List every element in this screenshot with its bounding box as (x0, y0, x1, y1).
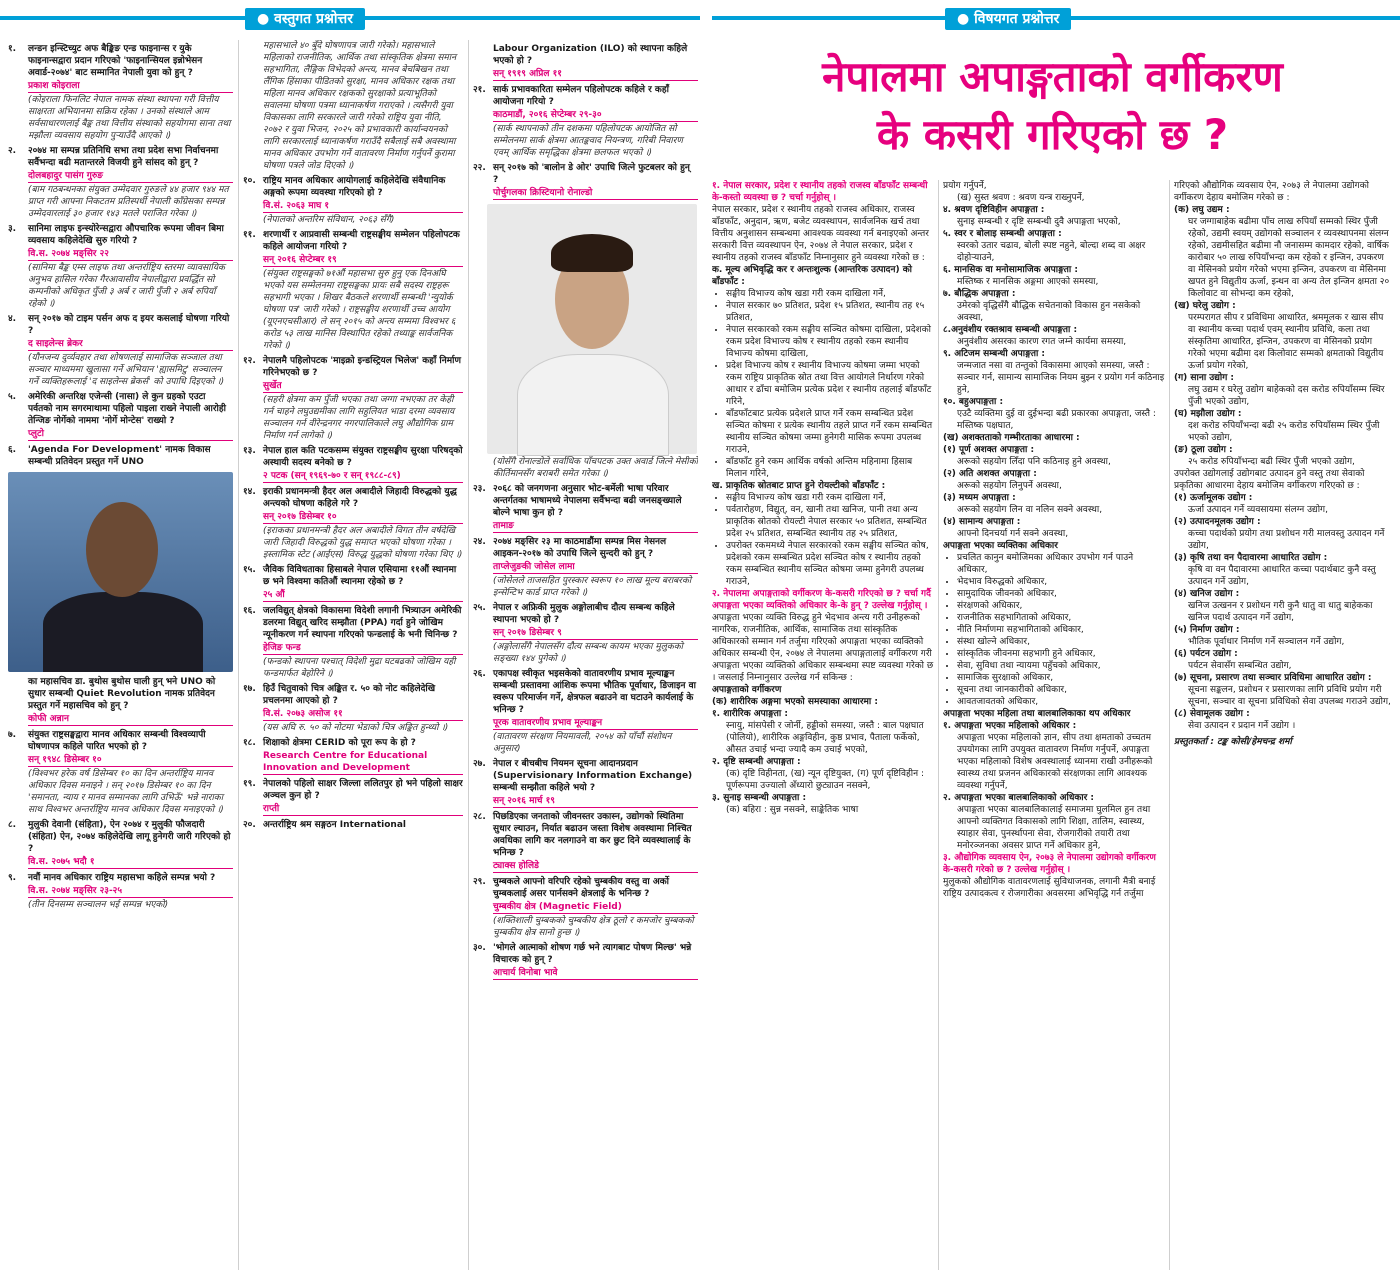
question-number: १०. (243, 176, 256, 186)
answer-text: ताप्लेजुङकी जोसेल लामा (493, 561, 698, 574)
answer-note: (शक्तिशाली चुम्बकको चुम्बकीय क्षेत्र ठूलो र कमजोर चुम्बकको चुम्बकीय क्षेत्र सानो हुन्छ ।) (493, 916, 694, 938)
definition-list (943, 204, 1165, 432)
question-text: इराकी प्रधानमन्त्री हैदर अल अबादीले जिहादी विरुद्धको युद्ध अन्त्यको घोषणा कहिले गरे ? (263, 487, 457, 509)
question (8, 43, 233, 79)
definition-text: पर्यटन सेवासँग सम्बन्धित उद्योग, (1188, 661, 1292, 671)
question-number: ११. (243, 230, 256, 240)
question-text: नेपालमै पहिलोपटक 'माइक्रो इन्डस्ट्रियल भिलेज' कहाँ निर्माण गरिनेभएको छ ? (263, 356, 461, 378)
definition-text: दश करोड रुपियाँभन्दा बढी २५ करोड रुपियाँसम्म स्थिर पुँजी भएको उद्योग, (1188, 421, 1380, 443)
subheading: ख. प्राकृतिक स्रोतबाट प्राप्त हुने रोयल्टीको बाँडफाँट : (712, 481, 886, 491)
qa-list (8, 43, 233, 468)
subheading: अपाङ्गताको वर्गीकरण (712, 685, 782, 695)
answer-note: (बाम गठबन्धनका संयुक्त उम्मेदवार गुरुङले ४४ हजार ९४४ मत प्राप्त गरी आफ्ना निकटतम प्रतिस्पर्धी नेपाली काँग्रेसका सम्पन्न उम्मेदवारलाई ३० हजार १४३ मतले पराजित गरेका ।) (28, 185, 229, 219)
question-text: सानिमा लाइफ इन्स्योरेन्सद्वारा औपचारिक रूपमा जीवन बिमा व्यवसाय कहिलेदेखि सुरु गरियो ? (28, 224, 224, 246)
answer-text: चुम्बकीय क्षेत्र (Magnetic Field) (493, 901, 698, 914)
answer-note: (विश्वभर हरेक वर्ष डिसेम्बर १० का दिन अन्तर्राष्ट्रिय मानव अधिकार दिवस मनाइने । सन् २०१७ डिसेम्बर १० का दिन 'समानता, न्याय र मानव सम्मानका लागि उभिऊँ' भन्ने नाराका साथ विश्वभर अन्तर्राष्ट्रिय मानव अधिकार दिवस मनाइएको ।) (28, 769, 224, 815)
bullet-list (943, 552, 1165, 708)
column-divider (468, 40, 469, 1270)
question-number: २. (8, 146, 17, 156)
answer-text: प्लुटो (28, 428, 233, 441)
answer-text: सन् १९४८ डिसेम्बर १० (28, 754, 233, 767)
definition-term: ४. श्रवण दृष्टिविहीन अपाङ्गता : (943, 205, 1045, 215)
bullet-item: • बाँडफाँटबाट प्रत्येक प्रदेशले प्राप्त गर्ने रकम सम्बन्धित प्रदेश सञ्चित कोषमा र प्रत्येक स्थानीय तहले प्राप्त गर्ने रकम सम्बन्धित स्थानीय सञ्चित कोषमा जम्मा हुनेगरी मासिक रूपमा उपलब्ध गराउने, (726, 408, 934, 456)
paragraph: अपाङ्गता भएका व्यक्ति विरुद्ध हुने भेदभाव अन्त्य गरी उनीहरूको नागरिक, राजनीतिक, आर्थिक, सामाजिक तथा सांस्कृतिक अधिकारको सम्मान गर्न तर्जुमा गरिएको अपाङ्गता भएका व्यक्तिको अधिकार सम्बन्धी ऐन, २०७४ ले नेपालमा अपाङ्गतालाई वर्गीकरण गरी अपाङ्गता भएका व्यक्तिको अधिकार सम्बन्धमा स्पष्ट व्यवस्था गरेको छ । जसलाई निम्नानुसार उल्लेख गर्न सकिन्छ : (712, 613, 934, 683)
answer-text: राप्ती (263, 803, 463, 816)
question (473, 811, 698, 859)
definition-item (943, 204, 1165, 228)
question-number: १६. (243, 606, 256, 616)
answer-text: तामाङ (493, 520, 698, 533)
qa-list (473, 483, 698, 980)
definition-text: लघु उद्यम र घरेलु उद्योग बाहेकको दस करोड रुपियाँसम्म स्थिर पुँजी भएको उद्योग, (1188, 385, 1385, 407)
answer-text: Research Centre for Educational Innovation and Development (263, 750, 463, 775)
question-number: १८. (243, 738, 256, 748)
definition-text: अनुवंशीय असरका कारण रगत जम्ने कार्यमा समस्या, (957, 337, 1127, 347)
question (8, 819, 233, 855)
question-number: ९. (8, 873, 17, 883)
question-text: अमेरिकी अन्तरिक्ष एजेन्सी (नासा) ले कुन ग्रहको एउटा पर्वतको नाम सगरमाथामा पहिलो पाइला राख्ने नेपाली आरोही तेन्जिङ नोर्गेको नाममा 'नोर्गे मोन्टेस' राख्यो ? (28, 392, 226, 426)
photo-kofi-annan (8, 472, 233, 672)
question-text: नेपालको पहिलो साक्षर जिल्ला ललितपुर हो भने पहिलो साक्षर अञ्चल कुन हो ? (263, 779, 463, 801)
question-text: २०६८ को जनगणना अनुसार भोट-बर्मेली भाषा परिवार अन्तर्गतका भाषामध्ये नेपालमा सर्वैभन्दा बढी जनसङ्ख्याले बोल्ने भाषा कुन हो ? (493, 484, 682, 518)
paragraph: उपरोक्त उद्योगलाई उद्योगबाट उत्पादन हुने वस्तु तथा सेवाको प्रकृतिका आधारमा देहाय बमोजिम वर्गीकरण गरिएको छ : (1174, 469, 1365, 491)
question-text: नवौं मानव अधिकार राष्ट्रिय महासभा कहिले सम्पन्न भयो ? (28, 873, 216, 883)
definition-text: अरूको सहयोग लिन वा नलिन सक्ने अवस्था, (957, 505, 1103, 515)
bullet-item: • नेपाल सरकार ७० प्रतिशत, प्रदेश १५ प्रतिशत, स्थानीय तह १५ प्रतिशत, (726, 300, 934, 324)
definition-item (943, 264, 1165, 288)
answer-text: दोलबहादुर पासंग गुरुङ (28, 170, 233, 183)
definition-item (1174, 552, 1392, 588)
definition-item (1174, 492, 1392, 516)
paragraph: प्रयोग गर्नुपर्ने, (943, 181, 987, 191)
definition-item (943, 516, 1165, 540)
bullet-item: • प्रचलित कानुन बमोजिमका अधिकार उपभोग गर्न पाउने अधिकार, (957, 552, 1165, 576)
bullet-item: • नीति निर्माणमा सहभागिताको अधिकार, (957, 624, 1165, 636)
definition-text: आफ्नो दिनचर्या गर्न सक्ने अवस्था, (957, 529, 1069, 539)
definition-list (1174, 204, 1392, 468)
definition-item (1174, 672, 1392, 708)
answer-note: (तीन दिनसम्म सञ्चालन भई सम्पन्न भएको) (28, 900, 169, 910)
question-text: २०७४ मा सम्पन्न प्रतिनिधि सभा तथा प्रदेश सभा निर्वाचनमा सर्वैभन्दा बढी मतान्तरले विजयी हुने सांसद को हुन् ? (28, 146, 219, 168)
definition-term: (२) उत्पादनमूलक उद्योग : (1174, 517, 1261, 527)
question-number: २२. (473, 163, 486, 173)
question-text: सार्क प्रभावकारिता सम्मेलन पहिलोपटक कहिले र कहाँ आयोजना गरियो ? (493, 85, 669, 107)
definition-term: (१) पूर्ण अशक्त अपाङ्गता : (943, 445, 1035, 455)
bullet-item: • सेवा, सुविधा तथा न्यायमा पहुँचको अधिकार, (957, 660, 1165, 672)
answer-note: (अङ्गोलासँगै नेपालसँग दौत्य सम्बन्ध कायम भएका मुलुकको सङ्ख्या १४४ पुगेको ।) (493, 642, 684, 664)
question-number: १. (8, 44, 17, 54)
question-number: १२. (243, 356, 256, 366)
question-number: २७. (473, 759, 486, 769)
definition-text: भौतिक पूर्वाधार निर्माण गर्ने सञ्चालन गर्ने उद्योग, (1188, 637, 1345, 647)
question-text: हिउँ चितुवाको चित्र अङ्कित र. ५० को नोट कहिलेदेखि प्रचलनमा आएको हो ? (263, 684, 436, 706)
question (8, 223, 233, 247)
definition-term: १. शारीरिक अपाङ्गता : (712, 709, 788, 719)
question-number: २६. (473, 669, 486, 679)
question-text: सन् २०१७ को टाइम पर्सन अफ द इयर कसलाई घोषणा गरियो ? (28, 314, 230, 336)
question-number: १४. (243, 487, 256, 497)
definition-item (1174, 372, 1392, 408)
definition-term: (४) खनिज उद्योग : (1174, 589, 1240, 599)
definition-item (943, 288, 1165, 324)
question (243, 778, 463, 802)
definition-text: सेवा उत्पादन र प्रदान गर्ने उद्योग । (1188, 721, 1296, 731)
answer-note: (सहरी क्षेत्रमा कम पुँजी भएका तथा जग्गा नभएका तर केही गर्न चाहने लघुउद्यमीका लागि सहुलियत भाडा दरमा व्यवसाय सञ्चालन गर्न वीरेन्द्रनगर नगरपालिकाले लघु औद्योगिक ग्राम निर्माण गर्न लागेको ।) (263, 395, 455, 441)
answer-note: (संयुक्त राष्ट्रसङ्घको ७१औं महासभा सुरु हुनु एक दिनअघि भएको यस सम्मेलनमा राष्ट्रसङ्घका प्रायः सबै सदस्य राष्ट्रहरू सहभागी भएका । शिखर बैठकले शरणार्थी सम्बन्धी 'न्युयोर्क घोषणा पत्र' जारी गरेको । राष्ट्रसङ्घीय शरणार्थी उच्च आयोग (यूएनएचसीआर) ले सन् २०१५ को अन्त्य सम्ममा विश्वभर ६ करोड ५३ लाख मानिस विस्थापित रहेको तथ्याङ्क सार्वजनिक गरेको ।) (263, 269, 456, 351)
question-text: चुम्बकले आफ्नो वरिपरि रहेको चुम्बकीय वस्तु वा अर्को चुम्बकलाई असर पार्नसक्ने क्षेत्रलाई के भनिन्छ ? (493, 877, 669, 899)
definition-item (712, 708, 934, 756)
question-number: १९. (243, 779, 256, 789)
question-text: का महासचिव डा. बुथोस बुथोस घाली हुन् भने UNO को सुधार सम्बन्धी Quiet Revolution नामक प्रतिवेदन प्रस्तुत गर्ने महासचिव को हुन् ? (28, 677, 216, 711)
answer-text: सुर्खेत (263, 380, 463, 393)
question-text: नेपाल र अफ्रिकी मुलुक अङ्गोलाबीच दौत्य सम्बन्ध कहिले स्थापना भएको हो ? (493, 603, 675, 625)
answer-note: (कोइराला फिनलिट नेपाल नामक संस्था स्थापना गरी वित्तीय साक्षरता अभियानमा सक्रिय रहेका । उनको संस्थाले आम सर्वसाधारणलाई बैङ्क तथा वित्तीय संस्थाको सहयोगमा साना तथा मझौला व्यवसाय सहयोग पुऱ्याउँदै आएको ।) (28, 95, 231, 141)
definition-term: (३) मध्यम अपाङ्गता : (943, 493, 1016, 503)
question-number: २९. (473, 877, 486, 887)
question (243, 355, 463, 379)
answer-note: (सानिमा बैङ्क एम्स लाइफ तथा अन्तर्राष्ट्रिय स्तरमा व्यावसायिक अनुभव हासिल गरेका गैरआवासीय नेपालीद्वारा प्रवर्द्धित सो कम्पनीको अधिकृत पुँजी ३ अर्ब र जारी पुँजी २ अर्ब रुपियाँ रहेको ।) (28, 263, 225, 309)
question-number: ४. (8, 314, 17, 324)
definition-term: १०. बहुअपाङ्गता : (943, 397, 1004, 407)
definition-text: स्वरको उतार चढाव, बोली स्पष्ट नहुने, बोल्दा शब्द वा अक्षर दोहोऱ्याउने, (957, 241, 1146, 263)
question (473, 758, 698, 794)
definition-text: एउटै व्यक्तिमा दुई वा दुईभन्दा बढी प्रकारका अपाङ्गता, जस्तै : मस्तिष्क पक्षघात, (957, 409, 1156, 431)
answer-text: २ पटक (सन् १९६९-७० र सन् १९८८-८९) (263, 470, 463, 483)
definition-text: ऊर्जा उत्पादन गर्ने व्यवसायमा संलग्न उद्योग, (1188, 505, 1328, 515)
definition-list (712, 708, 934, 816)
question-number: २०. (243, 820, 256, 830)
answer-text: द साइलेन्स ब्रेकर (28, 338, 233, 351)
question-number: ३०. (473, 943, 486, 953)
definition-term: ५. स्वर र बोलाइ सम्बन्धी अपाङ्गता : (943, 229, 1062, 239)
question (473, 942, 698, 966)
bullet-list (712, 288, 934, 480)
continued-note: महासभाले ४० बुँदे घोषणापत्र जारी गरेको। महासभाले महिलाको राजनीतिक, आर्थिक तथा सांस्कृतिक क्षेत्रमा समान सहभागिता, लैङ्गिक विभेदको अन्त्य, मानव बेचबिखन तथा लैंगिक हिंसाका पीडितको सुरक्षा, मानव अधिकार रक्षक तथा महिला मानव अधिकार रक्षकको सुरक्षाको प्रत्याभूतिको सवालमा घोषणा पत्रमा ध्यानाकर्षण गराएको । त्यसैगरी युवा विकासका लागि सरकारले जारी गरेको राष्ट्रिय युवा नीति, २०७२ र युवा भिजन, २०२५ को प्रभावकारी कार्यान्वयनको लागि सरकारलाई ध्यानाकर्षण गराउँदै सबैलाई सबै अवस्थामा मानव अधिकार उपभोग गर्ने वातावरण निर्माण गर्नुपर्ने कुरामा घोषणा पत्रले जोड दिएको ।) (263, 41, 457, 171)
definition-term: (२) अति अशक्त अपाङ्गता : (943, 469, 1037, 479)
paragraph: गरिएको औद्योगिक व्यवसाय ऐन, २०७३ ले नेपालमा उद्योगको वर्गीकरण देहाय बमोजिम गरेको छ : (1174, 181, 1369, 203)
question-text: सन् २०१७ को 'बालोन डे ओर' उपाधि जित्ने फुटबलर को हुन् ? (493, 163, 690, 185)
answer-text: हेजिङ फन्ड (263, 642, 463, 655)
answer-text: सन् २०१७ डिसेम्बर ९ (493, 627, 698, 640)
question (243, 737, 463, 749)
answer-text: पोर्चुगलका क्रिस्टियानो रोनाल्डो (493, 187, 698, 200)
question (8, 872, 233, 884)
question-number: २३. (473, 484, 486, 494)
byline: प्रस्तुतकर्ता : टङ्क कोसी/हेमचन्द्र शर्मा (1174, 737, 1292, 747)
subheading: २. अपाङ्गता भएका बालबालिकाको अधिकार : (943, 793, 1095, 803)
definition-term: (ग) साना उद्योग : (1174, 373, 1235, 383)
answer-note: (इराकका प्रधानमन्त्री हैदर अल अबादीले विगत तीन वर्षदेखि जारी जिहादी विरुद्धको युद्ध समाप्त भएको घोषणा गरेका । इस्लामिक स्टेट (आईएस) विरुद्ध युद्धको घोषणा गरेका थिए ।) (263, 526, 463, 560)
paragraph: मुलुकको औद्योगिक वातावरणलाई सुविधाजनक, लगानी मैत्री बनाई राष्ट्रिय उत्पादकत्व र रोजगारीका अवसरमा अभिवृद्धि गर्न तर्जुमा (943, 877, 1156, 899)
question-heading: २. नेपालमा अपाङ्गताको वर्गीकरण के-कसरी गरिएको छ ? चर्चा गर्दै अपाङ्गता भएका व्यक्तिको अधिकार के-के हुन् ? उल्लेख गर्नुहोस् । (712, 589, 931, 611)
question-text: २०७४ मङ्सिर २३ मा काठमाडौंमा सम्पन्न मिस नेसनल आइकन-२०१७ को उपाधि जित्ने सुन्दरी को हुन् ? (493, 537, 667, 559)
question-number: ५. (8, 392, 17, 402)
question-text: संयुक्त राष्ट्रसङ्घद्वारा मानव अधिकार सम्बन्धी विश्वव्यापी घोषणापत्र कहिले पारित भएको हो ? (28, 730, 206, 752)
definition-term: (३) कृषि तथा वन पैदावारमा आधारित उद्योग : (1174, 553, 1328, 563)
question-number: २८. (473, 812, 486, 822)
qa-list (473, 84, 698, 200)
bullet-item: • सूचना तथा जानकारीको अधिकार, (957, 684, 1165, 696)
definition-item (943, 348, 1165, 396)
bullet-item: • भेदभाव विरुद्धको अधिकार, (957, 576, 1165, 588)
answer-note: (जोसेलले ताजसहित पुरस्कार स्वरूप १० लाख मूल्य बराबरको इन्सेन्टिभ कार्ड प्राप्त गरेको ।) (493, 576, 692, 598)
answer-text: वि.सं. २०७३ असोज ११ (263, 708, 463, 721)
question (473, 483, 698, 519)
definition-text: कच्चा पदार्थको प्रयोग तथा प्रशोधन गरी मालवस्तु उत्पादन गर्ने उद्योग, (1188, 529, 1385, 551)
bullet-item: • आवतजावतको अधिकार, (957, 696, 1165, 708)
bullet-item: • नेपाल सरकारको रकम सङ्घीय सञ्चित कोषमा दाखिला, प्रदेशको रकम प्रदेश विभाज्य कोष र स्थानीय तहको रकम स्थानीय विभाज्य कोषमा दाखिला, (726, 324, 934, 360)
definition-item (712, 756, 934, 792)
definition-text: अरूको सहयोग लिँदा पनि कठिनाइ हुने अवस्था, (957, 457, 1111, 467)
question (473, 536, 698, 560)
question-number: १३. (243, 446, 256, 456)
bullet-item: • उपरोक्त रकममध्ये नेपाल सरकारको रकम सङ्घीय सञ्चित कोष, प्रदेशको रकम सम्बन्धित प्रदेश सञ्चित कोष र स्थानीय तहको रकम सम्बन्धित स्थानीय सञ्चित कोषमा जम्मा हुनेगरी उपलब्ध गराउने, (726, 540, 934, 588)
answer-text: सन् २०१७ डिसेम्बर १० (263, 511, 463, 524)
definition-term: ७. बौद्धिक अपाङ्गता : (943, 289, 1016, 299)
question (8, 729, 233, 753)
qa-column-2 (243, 40, 463, 1270)
answer-note: (फन्डको स्थापना पश्चात् विदेशी मुद्रा घटबढको जोखिम यही फन्डमार्फत बेहोरिने ।) (263, 657, 456, 679)
question (473, 602, 698, 626)
question-text: नेपाल र बीचबीच नियमन सूचना आदानप्रदान (Supervisionary Information Exchange) सम्बन्धी सम्झौता कहिले भयो ? (493, 759, 693, 793)
question (243, 175, 463, 199)
question (473, 84, 698, 108)
answer-text: प्रकाश कोइराला (28, 80, 233, 93)
definition-item (1174, 624, 1392, 648)
question (8, 145, 233, 169)
definition-item (943, 492, 1165, 516)
definition-term: (१) ऊर्जामूलक उद्योग : (1174, 493, 1253, 503)
question-text: शिक्षाको क्षेत्रमा CERID को पूरा रूप के हो ? (263, 738, 416, 748)
answer-note: (यस अघि रु. ५० को नोटमा भेडाको चित्र अङ्कित हुन्थ्यो ।) (263, 723, 449, 733)
subheading: (ख) अशक्तताको गम्भीरताका आधारमा : (943, 433, 1080, 443)
question-text: जलविद्युत् क्षेत्रको विकासमा विदेशी लगानी भित्र्याउन अमेरिकी डलरमा विद्युत् खरिद सम्झौता (PPA) गर्दा हुने जोखिम न्यूनीकरण गर्न स्थापना गरिएको फन्डलाई के भनी चिनिन्छ ? (263, 606, 462, 640)
qa-list (8, 676, 233, 911)
definition-term: ८.अनुवंशीय रक्तश्राव सम्बन्धी अपाङ्गता : (943, 325, 1078, 335)
definition-item (943, 228, 1165, 264)
question-text: शरणार्थी र आप्रवासी सम्बन्धी राष्ट्रसङ्घीय सम्मेलन पहिलोपटक कहिले आयोजना गरियो ? (263, 230, 460, 252)
subheading: १. अपाङ्गता भएका महिलाको अधिकार : (943, 721, 1077, 731)
definition-text: उमेरको वृद्धिसँगै बौद्धिक सचेतनाको विकास हुन नसकेको अवस्था, (957, 301, 1141, 323)
definition-text: स्नायु, मांसपेसी र जोर्नी, हड्डीको समस्या, जस्तै : बाल पक्षघात (पोलियो), शारीरिक अङ्गविहीन, कुष्ठ प्रभाव, पैताला फर्केको, औसत उचाई भन्दा ज्यादै कम उचाई भएको, (726, 721, 924, 755)
definition-list (1174, 492, 1392, 732)
definition-text: मस्तिष्क र मानसिक अङ्गमा आएको समस्या, (957, 277, 1099, 287)
definition-term: (७) सूचना, प्रसारण तथा सञ्चार प्रविधिमा आधारित उद्योग : (1174, 673, 1372, 683)
question-text: Labour Organization (ILO) को स्थापना कहिले भएको हो ? (493, 44, 688, 66)
question (473, 668, 698, 716)
paragraph: अपाङ्गता भएका बालबालिकालाई समाजमा घुलमिल हुन तथा आफ्नो व्यक्तिगत विकासको लागि शिक्षा, तालिम, स्वास्थ्य, स्याहार सेवा, पुनर्स्थापना सेवा, रोजगारीको तयारी तथा मनोरञ्जनका अवसर प्राप्त गर्ने अधिकार हुने, (957, 805, 1151, 851)
bullet-item: • प्रदेश विभाज्य कोष र स्थानीय विभाज्य कोषमा जम्मा भएको रकम राष्ट्रिय प्राकृतिक स्रोत तथा वित्त आयोगले निर्धारण गरेको आधार र ढाँचा बमोजिम प्रत्येक प्रदेश र स्थानीय तहलाई बाँडफाँट गरिने, (726, 360, 934, 408)
question-number (8, 676, 28, 712)
question (243, 486, 463, 510)
question-text: नेपाल हाल कति पटकसम्म संयुक्त राष्ट्रसङ्घीय सुरक्षा परिषद्को अस्थायी सदस्य बनेको छ ? (263, 446, 463, 468)
question (243, 564, 463, 588)
definition-text: परम्परागत सीप र प्रविधिमा आधारित, श्रममूलक र खास सीप वा स्थानीय कच्चा पदार्थ एवम् स्थानीय प्रविधि, कला तथा संस्कृतिमा आधारित, इन्जिन, उपकरण वा मेसिनको प्रयोग गरेको भएमा बढीमा दश किलोवाट सम्मको क्षमताको विद्युतीय ऊर्जा प्रयोग गरेको, (1188, 313, 1384, 371)
definition-text: २५ करोड रुपियाँभन्दा बढी स्थिर पुँजी भएको उद्योग, (1188, 457, 1355, 467)
question (243, 445, 463, 469)
question (8, 444, 233, 468)
definition-item (1174, 588, 1392, 624)
question-number: ८. (8, 820, 17, 830)
answer-note: (सार्क स्थापनाको तीन दशकमा पहिलोपटक आयोजित सो सम्मेलनमा सार्क क्षेत्रमा आतङ्कवाद नियन्त्रण, गरिबी निवारण एवम् आर्थिक समृद्धिका क्षेत्रमा छलफल भएको ।) (493, 124, 683, 158)
bullet-item: • सांस्कृतिक जीवनमा सहभागी हुने अधिकार, (957, 648, 1165, 660)
answer-note: (वातावरण संरक्षण नियमावली, २०५४ को पाँचौं संशोधन अनुसार) (493, 732, 672, 754)
article-column-1 (712, 180, 934, 1270)
paragraph: नेपाल सरकार, प्रदेश र स्थानीय तहको राजस्व अधिकार, राजस्व बाँडफाँट, अनुदान, ऋण, बजेट व्यवस्थापन, सार्वजनिक खर्च तथा वित्तीय अनुशासन सम्बन्धमा आवश्यक व्यवस्था गर्न बनाइएको अन्तर सरकारी वित्त व्यवस्थापन ऐन, २०७४ ले नेपाल सरकार, प्रदेश र स्थानीय तहको राजस्व बाँडफाँट निम्नानुसार हुने व्यवस्था गरेको छ : (712, 205, 929, 263)
definition-text: (क) बहिरा : सुन्न नसक्ने, साङ्केतिक भाषा (726, 805, 859, 815)
bullet-item: • सङ्घीय विभाज्य कोष खडा गरी रकम दाखिला गर्ने, (726, 492, 934, 504)
definition-item (943, 444, 1165, 468)
definition-term: ३. सुनाइ सम्बन्धी अपाङ्गता : (712, 793, 807, 803)
definition-text: कृषि वा वन पैदावारमा आधारित कच्चा पदार्थबाट कुनै वस्तु उत्पादन गर्ने उद्योग, (1188, 565, 1376, 587)
answer-text: कोफी अन्नान (28, 713, 233, 726)
question-text: जैविक विविधताका हिसाबले नेपाल एसियामा ११औं स्थानमा छ भने विश्वमा कतिऔं स्थानमा रहेको छ ? (263, 565, 457, 587)
answer-text: २५ औं (263, 589, 463, 602)
definition-text: सूचना सङ्कलन, प्रशोधन र प्रसारणका लागि प्रविधि प्रयोग गरी सूचना, सञ्चार वा सूचना प्रविधिको सेवा उपलब्ध गराउने उद्योग, (1188, 685, 1391, 707)
definition-text: अरूको सहयोग लिनुपर्ने अवस्था, (957, 481, 1062, 491)
answer-text: सन् २०१६ सेप्टेम्बर १९ (263, 254, 463, 267)
question-text: मुलुकी देवानी (संहिता), ऐन २०७४ र मुलुकी फौजदारी (संहिता) ऐन, २०७४ कहिलेदेखि लागू हुनेगरी जारी गरिएको हो ? (28, 820, 231, 854)
answer-text: ट्याक्स होलिडे (493, 860, 698, 873)
definition-item (943, 324, 1165, 348)
qa-column-1 (8, 40, 233, 1270)
column-divider (938, 180, 939, 1270)
subheading: क. मूल्य अभिवृद्धि कर र अन्तःशुल्क (आन्तरिक उत्पादन) को बाँडफाँट : (712, 265, 912, 287)
article-column-3 (1174, 180, 1392, 1270)
definition-item (1174, 300, 1392, 372)
answer-text: पूरक वातावरणीय प्रभाव मूल्याङ्कन (493, 717, 698, 730)
definition-text: (क) दृष्टि विहीनता, (ख) न्यून दृष्टियुक्त, (ग) पूर्ण दृष्टिविहीन : पूर्णरूपमा उज्यालो अँध्यारो छुट्याउन नसक्ने, (726, 769, 925, 791)
qa-column-3 (473, 40, 698, 1270)
definition-text: खनिज उत्खनन र प्रशोधन गरी कुनै धातु वा धातु बाहेकका खनिज पदार्थ उत्पादन गर्ने उद्योग, (1188, 601, 1373, 623)
column-divider (1169, 180, 1170, 1270)
paragraph: (ख) सुस्त श्रवण : श्रवण यन्त्र राख्नुपर्ने, (957, 193, 1085, 203)
bullet-item: • सामुदायिक जीवनको अधिकार, (957, 588, 1165, 600)
definition-item (1174, 204, 1392, 300)
bullet-item: • सङ्घीय विभाज्य कोष खडा गरी रकम दाखिला गर्ने, (726, 288, 934, 300)
definition-term: (क) लघु उद्यम : (1174, 205, 1230, 215)
answer-text: आचार्य विनोबा भावे (493, 967, 698, 980)
definition-text: घर जग्गाबाहेक बढीमा पाँच लाख रुपियाँ सम्मको स्थिर पुँजी रहेको, उद्यमी स्वयम् उद्योगको सञ्चालन र व्यवस्थापनमा संलग्न रहेको, उद्यमीसहित बढीमा नौ जनासम्म कामदार रहेको, वार्षिक कारोबार ५० लाख रुपियाँभन्दा कम रहेको र इन्जिन, उपकरण वा मेसिनको प्रयोग गरेको भएमा इन्जिन, उपकरण वा मेसिनमा खपत हुने विद्युतीय ऊर्जा, इन्धन वा अन्य तेल इन्जिन क्षमता २० किलोवाट वा सोभन्दा कम रहेको, (1188, 217, 1390, 299)
subheading: अपाङ्गता भएका महिला तथा बालबालिकाका थप अधिकार (943, 709, 1131, 719)
question-text: लन्डन इन्स्टिच्युट अफ बैङ्किङ एन्ड फाइनान्स र युके फाइनान्सद्वारा प्रदान गरिएको 'फाइनान्सियल इन्नोभेसन अवार्ड-२०७४' बाट सम्मानित नेपाली युवा को हुन् ? (28, 44, 203, 78)
bullet-item: • पर्वतारोहण, विद्युत्, वन, खानी तथा खनिज, पानी तथा अन्य प्राकृतिक स्रोतको रोयल्टी नेपाल सरकार ५० प्रतिशत, सम्बन्धित प्रदेश २५ प्रतिशत, सम्बन्धित स्थानीय तह २५ प्रतिशत, (726, 504, 934, 540)
question-text: एकापक्ष स्वीकृत भइसकेको वातावरणीय प्रभाव मूल्याङ्कन सम्बन्धी प्रस्तावमा आंशिक रूपमा भौतिक पूर्वाधार, डिजाइन वा स्वरूप परिमार्जन गर्ने, क्षेत्रफल बढाउने वा घटाउने कार्यलाई के भनिन्छ ? (493, 669, 696, 715)
question-number: २५. (473, 603, 486, 613)
photo-caption: (योसँगै रोनाल्डोले सर्वाधिक पाँचपटक उक्त अवार्ड जित्ने मेसीको कीर्तिमानसँग बराबरी समेत गरेका ।) (493, 457, 698, 479)
question-number: ६. (8, 445, 17, 455)
bullet-item: • संस्था खोल्ने अधिकार, (957, 636, 1165, 648)
question (8, 313, 233, 337)
definition-item (1174, 516, 1392, 552)
headline: नेपालमा अपाङ्गताको वर्गीकरण के कसरी गरिएको छ ? (822, 52, 1283, 159)
definition-term: (ङ) ठूला उद्योग : (1174, 445, 1233, 455)
bullet-list (712, 492, 934, 588)
bullet-item: • संरक्षणको अधिकार, (957, 600, 1165, 612)
definition-term: (८) सेवामूलक उद्योग : (1174, 709, 1250, 719)
answer-note: (नेपालको अन्तरिम संविधान, २०६३ सँगै) (263, 215, 395, 225)
question-text: 'भोगले आत्माको शोषण गर्छ भने त्यागबाट पोषण मिल्छ' भन्ने विचारक को हुन् ? (493, 943, 692, 965)
question-heading: १. नेपाल सरकार, प्रदेश र स्थानीय तहको राजस्व बाँडफाँट सम्बन्धी के-कस्तो व्यवस्था छ ? चर्चा गर्नुहोस् । (712, 181, 928, 203)
definition-item (1174, 708, 1392, 732)
question (473, 162, 698, 186)
definition-term: ६. मानसिक वा मनोसामाजिक अपाङ्गता : (943, 265, 1078, 275)
question-text: राष्ट्रिय मानव अधिकार आयोगलाई कहिलेदेखि संवैधानिक अङ्गको रूपमा व्यवस्था गरिएको हो ? (263, 176, 446, 198)
question-number: ७. (8, 730, 17, 740)
right-section-tag: ● विषयगत प्रश्नोत्तर (945, 8, 1071, 30)
definition-item (712, 792, 934, 816)
answer-text: सन् १९१९ अप्रिल ११ (493, 68, 698, 81)
question (8, 391, 233, 427)
definition-term: (६) पर्यटन उद्योग : (1174, 649, 1238, 659)
answer-text: काठमाडौं, २०१६ सेप्टेम्बर २९-३० (493, 109, 698, 122)
left-section-tag: ● वस्तुगत प्रश्नोत्तर (245, 8, 365, 30)
definition-item (943, 468, 1165, 492)
definition-term: २. दृष्टि सम्बन्धी अपाङ्गता : (712, 757, 801, 767)
question-text: अन्तर्राष्ट्रिय श्रम सङ्गठन International (263, 820, 406, 830)
definition-item (1174, 444, 1392, 468)
question-text: पिछडिएका जनताको जीवनस्तर उकास्न, उद्योगको स्थितिमा सुधार ल्याउन, निर्यात बढाउन जस्ता विशेष अवस्थामा निश्चित अवधिका लागि कर नलगाउने वा कर छुट दिने व्यवस्थालाई के भनिन्छ ? (493, 812, 692, 858)
definition-item (1174, 408, 1392, 444)
photo-cristiano-ronaldo (487, 204, 697, 454)
subheading: (क) शारीरिक अङ्गमा भएको समस्याका आधारमा : (712, 697, 878, 707)
question (8, 676, 233, 712)
article-column-2 (943, 180, 1165, 1270)
subheading: अपाङ्गता भएका व्यक्तिका अधिकार (943, 541, 1058, 551)
question-number: २४. (473, 537, 486, 547)
answer-text: वि.सं. २०६३ माघ १ (263, 200, 463, 213)
definition-text: जन्मजात नसा वा तन्तुको विकासमा आएको समस्या, जस्तै : सञ्चार गर्न, सामान्य सामाजिक नियम बुझ्न र प्रयोग गर्न कठिनाइ हुने, (957, 361, 1165, 395)
definition-term: (घ) मझौला उद्योग : (1174, 409, 1242, 419)
definition-text: सुनाइ सम्बन्धी र दृष्टि सम्बन्धी दुवै अपाङ्गता भएको, (957, 217, 1121, 227)
definition-term: ९. अटिजम सम्बन्धी अपाङ्गता : (943, 349, 1046, 359)
question-text: 'Agenda For Development' नामक विकास सम्बन्धी प्रतिवेदन प्रस्तुत गर्ने UNO (28, 445, 211, 467)
bullet-item: • सामाजिक सुरक्षाको अधिकार, (957, 672, 1165, 684)
question-number: ३. (8, 224, 17, 234)
definition-term: (५) निर्माण उद्योग : (1174, 625, 1240, 635)
definition-list (943, 444, 1165, 540)
bullet-item: • बाँडफाँट हुने रकम आर्थिक वर्षको अन्तिम महिनामा हिसाब मिलान गरिने, (726, 456, 934, 480)
answer-text: वि.स. २०७५ भदौ १ (28, 856, 233, 869)
answer-text: वि.स. २०७४ मङ्सिर २२ (28, 248, 233, 261)
answer-note: (यौनजन्य दुर्व्यवहार तथा शोषणलाई सामाजिक सञ्जाल तथा सञ्चार माध्यममा खुलासा गर्ने अभियान 'ह्यासमिटु' सञ्चालन गर्ने व्यक्तिहरूलाई 'द साइलेन्स ब्रेकर्स' को उपाधि दिइएको ।) (28, 353, 225, 387)
definition-term: (४) सामान्य अपाङ्गता : (943, 517, 1021, 527)
paragraph: अपाङ्गता भएका महिलाको ज्ञान, सीप तथा क्षमताको उच्चतम उपयोगका लागि उपयुक्त वातावरण निर्माण गर्नुपर्ने, अपाङ्गता भएका महिलाको विशेष अवस्थालाई ध्यानमा राखी उनीहरूको स्वास्थ्य तथा प्रजनन अधिकारको संरक्षणका लागि आवश्यक व्यवस्था गर्नुपर्ने, (957, 733, 1153, 791)
question (243, 683, 463, 707)
definition-item (1174, 648, 1392, 672)
question-number: १७. (243, 684, 256, 694)
question-number: २१. (473, 85, 486, 95)
answer-text: सन् २०१६ मार्च १९ (493, 795, 698, 808)
question-number: १५. (243, 565, 256, 575)
column-divider (238, 40, 239, 1270)
question-heading: ३. औद्योगिक व्यवसाय ऐन, २०७३ ले नेपालमा उद्योगको वर्गीकरण के-कसरी गरेको छ ? उल्लेख गर्नुहोस् । (943, 853, 1156, 875)
question (243, 819, 463, 831)
answer-text: वि.स. २०७४ मङ्सिर २३-२५ (28, 885, 233, 898)
question (243, 229, 463, 253)
question (243, 605, 463, 641)
question (473, 876, 698, 900)
bullet-item: • राजनीतिक सहभागिताको अधिकार, (957, 612, 1165, 624)
definition-item (943, 396, 1165, 432)
qa-list (243, 175, 463, 831)
definition-term: (ख) घरेलु उद्योग : (1174, 301, 1236, 311)
